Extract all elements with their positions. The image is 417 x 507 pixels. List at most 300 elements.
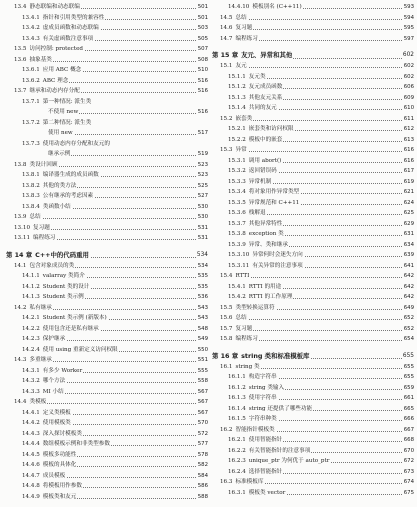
toc-page-number: 670 bbox=[403, 447, 414, 454]
toc-entry-number: 15.2.2 bbox=[228, 136, 246, 143]
toc-entry-title: 编程练习 bbox=[33, 235, 56, 241]
toc-page-number: 668 bbox=[403, 437, 414, 443]
toc-page-number: 619 bbox=[403, 178, 414, 185]
toc-entry-title: RTTI 的工作原理 bbox=[248, 294, 293, 300]
toc-page-number: 642 bbox=[403, 273, 414, 279]
toc-entry-number: 15.5 bbox=[220, 304, 233, 311]
toc-entry-title: 抽象基类 bbox=[29, 56, 52, 63]
toc-page-number: 531 bbox=[197, 224, 208, 231]
toc-subsection-entry[interactable] bbox=[6, 183, 210, 190]
toc-subsection-entry[interactable] bbox=[212, 137, 416, 144]
toc-page-number: 525 bbox=[197, 182, 208, 189]
toc-page-number: 655 bbox=[403, 363, 414, 370]
toc-entry-number: 14.4.10 bbox=[228, 4, 250, 10]
toc-subsection-entry[interactable] bbox=[212, 210, 416, 217]
toc-entry-title: 有关虚函数注意事项 bbox=[42, 35, 94, 42]
toc-subsection-entry[interactable] bbox=[212, 221, 416, 228]
toc-page-number: 610 bbox=[403, 105, 414, 111]
toc-entry-title: 异常机制 bbox=[248, 178, 272, 185]
toc-entry-number: 15.2 bbox=[220, 115, 233, 122]
toc-entry-title: 类设计回顾 bbox=[29, 161, 58, 168]
toc-page-number: 535 bbox=[197, 283, 208, 290]
toc-page-number: 516 bbox=[197, 77, 208, 84]
toc-entry-number: 14.3 bbox=[14, 357, 27, 363]
toc-entry-number: 14.3.2 bbox=[22, 378, 40, 384]
toc-entry-number: 13.4 bbox=[14, 4, 27, 10]
toc-page-number: 534 bbox=[197, 262, 208, 269]
toc-section-entry[interactable] bbox=[6, 4, 210, 11]
toc-page-number: 516 bbox=[197, 88, 208, 94]
toc-entry-number: 14.4.4 bbox=[22, 441, 40, 447]
toc-entry-number: 16.1.2 bbox=[228, 384, 246, 391]
toc-entry-number: 15.3 bbox=[220, 147, 233, 153]
toc-subsection-entry[interactable] bbox=[6, 389, 210, 396]
toc-subsection-entry[interactable] bbox=[6, 25, 210, 32]
toc-entry-title: 友元、异常和其他 bbox=[241, 51, 293, 59]
toc-entry-title: 异常 bbox=[235, 147, 247, 153]
toc-entry-title: 模板的具体化 bbox=[42, 462, 77, 468]
toc-page-number: 543 bbox=[197, 315, 208, 321]
toc-entry-number: 14.1.1 bbox=[22, 273, 40, 279]
toc-entry-title: ABC 理念 bbox=[42, 77, 69, 84]
toc-section-entry[interactable] bbox=[6, 214, 210, 221]
toc-page-number: 507 bbox=[197, 46, 208, 52]
toc-entry-title: Student 类示例 bbox=[42, 294, 84, 300]
toc-page-number: 674 bbox=[403, 479, 414, 485]
toc-subsection-entry[interactable] bbox=[212, 95, 416, 102]
toc-section-entry[interactable] bbox=[212, 364, 416, 371]
toc-page-number: 642 bbox=[403, 294, 414, 300]
toc-section-entry[interactable] bbox=[6, 88, 210, 95]
toc-page-number: 588 bbox=[197, 493, 208, 500]
toc-entry-number: 15.3.8 bbox=[228, 231, 246, 237]
toc-section-entry[interactable] bbox=[212, 15, 416, 22]
toc-subsection-entry[interactable] bbox=[212, 458, 416, 465]
toc-entry-number: 14.2.1 bbox=[22, 315, 40, 321]
toc-entry-title: 有关异常的注意事项 bbox=[252, 262, 303, 269]
toc-page-number: 602 bbox=[403, 73, 414, 80]
toc-subsection-entry[interactable] bbox=[6, 172, 210, 179]
toc-entry-number: 13.7.2 bbox=[22, 119, 40, 126]
toc-entry-number: 第 14 章 bbox=[6, 250, 33, 259]
toc-entry-number: 14.6 bbox=[220, 25, 233, 31]
toc-entry-number: 16.2.4 bbox=[228, 468, 246, 475]
toc-entry-title: 有关智能指针的注意事项 bbox=[248, 447, 311, 454]
toc-page-number: 577 bbox=[197, 441, 208, 447]
toc-page-number: 675 bbox=[403, 489, 414, 496]
toc-subsection-entry[interactable] bbox=[212, 189, 416, 196]
toc-subsection-entry[interactable] bbox=[6, 151, 210, 158]
toc-subsection-entry[interactable] bbox=[212, 374, 416, 381]
toc-page-number: 567 bbox=[197, 399, 208, 405]
toc-section-entry[interactable] bbox=[6, 357, 210, 364]
toc-page-number: 672 bbox=[403, 458, 414, 464]
toc-entry-number: 16.1.3 bbox=[228, 395, 246, 401]
toc-entry-title: 模板别名 (C++11) bbox=[252, 4, 302, 10]
toc-entry-number: 16.2.1 bbox=[228, 437, 246, 443]
toc-entry-number: 16.2.2 bbox=[228, 447, 246, 454]
toc-section-entry[interactable] bbox=[6, 263, 210, 270]
toc-page-number: 654 bbox=[403, 336, 414, 342]
toc-entry-title: RTTI 的用途 bbox=[248, 283, 282, 290]
toc-section-entry[interactable] bbox=[212, 116, 416, 123]
toc-entry-title: 共同的友元 bbox=[248, 105, 277, 111]
toc-entry-title: Student 类的设计 bbox=[42, 283, 90, 290]
toc-subsection-entry[interactable] bbox=[6, 130, 210, 137]
toc-page-number: 582 bbox=[197, 462, 208, 468]
toc-subsection-entry[interactable] bbox=[212, 242, 416, 249]
toc-page-number: 595 bbox=[403, 25, 414, 31]
toc-entry-number: 14.4.5 bbox=[22, 451, 40, 458]
toc-entry-number: 13.5 bbox=[14, 46, 27, 52]
toc-subsection-entry[interactable] bbox=[212, 179, 416, 186]
toc-entry-title: 多重继承 bbox=[29, 357, 52, 363]
toc-subsection-entry[interactable] bbox=[6, 120, 210, 127]
toc-section-entry[interactable] bbox=[6, 162, 210, 169]
toc-subsection-entry[interactable] bbox=[6, 315, 210, 322]
toc-section-entry[interactable] bbox=[212, 479, 416, 486]
toc-page-number: 572 bbox=[197, 430, 208, 437]
toc-section-entry[interactable] bbox=[6, 305, 210, 312]
toc-subsection-entry[interactable] bbox=[212, 448, 416, 455]
toc-section-entry[interactable] bbox=[212, 427, 416, 434]
toc-subsection-entry[interactable] bbox=[6, 78, 210, 85]
toc-entry-number: 14.7 bbox=[220, 35, 233, 42]
toc-page-number: 659 bbox=[403, 384, 414, 391]
toc-entry-title: 使用 new bbox=[48, 130, 73, 136]
toc-entry-number: 16.2 bbox=[220, 426, 233, 433]
toc-subsection-entry[interactable] bbox=[6, 273, 210, 280]
toc-subsection-entry[interactable] bbox=[6, 109, 210, 116]
toc-page-number: 616 bbox=[403, 157, 414, 164]
toc-entry-title: 定义类模板 bbox=[42, 409, 71, 416]
toc-entry-number: 14.5 bbox=[220, 14, 233, 21]
toc-entry-title: 第一种情况: 派生类 bbox=[42, 98, 92, 105]
toc-page-number: 586 bbox=[197, 483, 208, 489]
toc-page-number: 531 bbox=[197, 235, 208, 241]
toc-entry-title: 继承和动态内存分配 bbox=[29, 88, 80, 94]
toc-entry-number: 13.9 bbox=[14, 214, 27, 220]
toc-entry-title: 将对象用作异常类型 bbox=[248, 189, 300, 195]
toc-entry-number: 15.2.1 bbox=[228, 126, 246, 132]
toc-subsection-entry[interactable] bbox=[6, 141, 210, 148]
toc-entry-title: 编程练习 bbox=[235, 336, 258, 342]
toc-section-entry[interactable] bbox=[212, 315, 416, 322]
toc-entry-number: 15.3.5 bbox=[228, 199, 246, 206]
toc-entry-title: 返回错误码 bbox=[248, 168, 277, 174]
toc-page-number: 578 bbox=[197, 451, 208, 458]
toc-subsection-entry[interactable] bbox=[6, 420, 210, 427]
toc-subsection-entry[interactable] bbox=[212, 294, 416, 301]
toc-subsection-entry[interactable] bbox=[212, 406, 416, 413]
toc-subsection-entry[interactable] bbox=[6, 294, 210, 301]
toc-subsection-entry[interactable] bbox=[6, 99, 210, 106]
toc-section-entry[interactable] bbox=[212, 326, 416, 333]
toc-section-entry[interactable] bbox=[6, 225, 210, 232]
toc-page-number: 655 bbox=[403, 374, 414, 380]
toc-page-number: 624 bbox=[403, 199, 414, 206]
toc-entry-title: 私有继承 bbox=[29, 304, 52, 311]
toc-entry-number: 15.1.1 bbox=[228, 73, 246, 80]
toc-entry-number: 16.2.3 bbox=[228, 458, 246, 464]
toc-entry-number: 15.4.1 bbox=[228, 283, 246, 290]
toc-entry-number: 13.8.4 bbox=[22, 203, 40, 210]
toc-subsection-entry[interactable] bbox=[6, 368, 210, 375]
toc-section-entry[interactable] bbox=[212, 147, 416, 154]
toc-subsection-entry[interactable] bbox=[6, 347, 210, 354]
toc-entry-title: 成员模板 bbox=[42, 472, 66, 479]
toc-page-number: 503 bbox=[197, 25, 208, 31]
toc-entry-title: 将模板用作参数 bbox=[42, 483, 82, 489]
toc-entry-number: 13.6.2 bbox=[22, 77, 40, 84]
toc-entry-number: 15.3.7 bbox=[228, 220, 246, 227]
toc-page-number: 616 bbox=[403, 147, 414, 153]
toc-subsection-entry[interactable] bbox=[6, 431, 210, 438]
toc-subsection-entry[interactable] bbox=[6, 193, 210, 200]
toc-subsection-entry[interactable] bbox=[212, 263, 416, 270]
toc-entry-title: 编程练习 bbox=[235, 35, 258, 42]
toc-subsection-entry[interactable] bbox=[6, 494, 210, 501]
toc-page-number: 606 bbox=[403, 84, 414, 90]
toc-page-number: 597 bbox=[403, 35, 414, 42]
toc-entry-number: 14.1.2 bbox=[22, 283, 40, 290]
toc-entry-title: 总结 bbox=[235, 14, 247, 21]
toc-subsection-entry[interactable] bbox=[212, 158, 416, 165]
toc-section-entry[interactable] bbox=[212, 305, 416, 312]
toc-entry-number: 16.3 bbox=[220, 479, 233, 485]
toc-subsection-entry[interactable] bbox=[6, 452, 210, 459]
toc-entry-title: 应用 ABC 概念 bbox=[42, 67, 82, 73]
toc-subsection-entry[interactable] bbox=[6, 284, 210, 291]
toc-subsection-entry[interactable] bbox=[6, 410, 210, 417]
toc-entry-number: 15.3.11 bbox=[228, 262, 250, 269]
toc-entry-title: 栈解退 bbox=[248, 210, 266, 216]
toc-chapter-entry[interactable] bbox=[6, 249, 210, 262]
toc-page-number: 642 bbox=[403, 283, 414, 290]
toc-page-number: 555 bbox=[197, 367, 208, 374]
toc-entry-title: 模板类 vector bbox=[248, 489, 286, 496]
toc-subsection-entry[interactable] bbox=[212, 105, 416, 112]
toc-subsection-entry[interactable] bbox=[212, 395, 416, 402]
toc-entry-title: exception 类 bbox=[248, 231, 284, 237]
toc-page-number: 673 bbox=[403, 468, 414, 475]
toc-page-number: 594 bbox=[403, 14, 414, 21]
toc-section-entry[interactable] bbox=[6, 57, 210, 64]
toc-entry-number: 14.2.2 bbox=[22, 325, 40, 332]
toc-subsection-entry[interactable] bbox=[6, 462, 210, 469]
toc-subsection-entry[interactable] bbox=[212, 200, 416, 207]
toc-entry-title: 有多少 Worker bbox=[42, 367, 83, 374]
toc-entry-title: 复习题 bbox=[33, 224, 50, 231]
toc-page-number: 517 bbox=[197, 130, 208, 136]
toc-entry-title: 虚成员函数和动态联编 bbox=[42, 25, 99, 31]
toc-subsection-entry[interactable] bbox=[6, 473, 210, 480]
toc-page-number: 641 bbox=[403, 262, 414, 269]
toc-entry-title: 复习题 bbox=[235, 325, 253, 332]
toc-section-entry[interactable] bbox=[6, 235, 210, 242]
toc-page-number: 661 bbox=[403, 395, 414, 401]
toc-entry-number: 15.4 bbox=[220, 273, 233, 279]
toc-entry-title: 使用包含还是私有继承 bbox=[42, 325, 99, 332]
toc-page-number: 550 bbox=[197, 346, 208, 353]
toc-subsection-entry[interactable] bbox=[6, 15, 210, 22]
toc-page-number: 593 bbox=[403, 4, 414, 10]
toc-entry-number: 15.8 bbox=[220, 336, 233, 342]
toc-section-entry[interactable] bbox=[6, 399, 210, 406]
toc-section-entry[interactable] bbox=[212, 25, 416, 32]
toc-subsection-entry[interactable] bbox=[212, 437, 416, 444]
toc-chapter-entry[interactable] bbox=[212, 49, 416, 62]
toc-subsection-entry[interactable] bbox=[212, 284, 416, 291]
toc-subsection-entry[interactable] bbox=[212, 126, 416, 133]
toc-entry-title: 总结 bbox=[235, 315, 247, 321]
toc-page-number: 530 bbox=[197, 214, 208, 220]
toc-subsection-entry[interactable] bbox=[212, 84, 416, 91]
toc-entry-title: 公有继承的考虑因素 bbox=[42, 193, 94, 199]
toc-page-number: 523 bbox=[197, 161, 208, 168]
toc-page-number: 523 bbox=[197, 172, 208, 178]
toc-subsection-entry[interactable] bbox=[6, 326, 210, 333]
toc-subsection-entry[interactable] bbox=[212, 385, 416, 392]
toc-entry-number: 13.6 bbox=[14, 56, 27, 63]
toc-section-entry[interactable] bbox=[212, 36, 416, 43]
toc-section-entry[interactable] bbox=[212, 273, 416, 280]
toc-subsection-entry[interactable] bbox=[212, 4, 416, 11]
toc-subsection-entry[interactable] bbox=[212, 416, 416, 423]
toc-entry-number: 14.1 bbox=[14, 262, 27, 269]
toc-subsection-entry[interactable] bbox=[212, 231, 416, 238]
toc-entry-title: 使用动态内存分配和友元的 bbox=[42, 140, 110, 147]
toc-page-number: 567 bbox=[197, 388, 208, 395]
toc-page-number: 535 bbox=[197, 273, 208, 279]
toc-subsection-entry[interactable] bbox=[6, 441, 210, 448]
toc-page-number: 631 bbox=[403, 231, 414, 237]
toc-entry-number: 16.1 bbox=[220, 363, 233, 370]
toc-entry-title: 第二种情况: 派生类 bbox=[42, 119, 92, 126]
toc-page-number: 549 bbox=[197, 336, 208, 342]
toc-subsection-entry[interactable] bbox=[212, 490, 416, 497]
toc-entry-number: 15.3.4 bbox=[228, 189, 246, 195]
toc-entry-number: 16.1.4 bbox=[228, 405, 246, 412]
toc-entry-title: C++中的代码重用 bbox=[35, 250, 89, 259]
toc-entry-title: 其他异常特性 bbox=[248, 220, 283, 227]
toc-page-number: 602 bbox=[403, 63, 414, 69]
toc-page-number: 530 bbox=[197, 203, 208, 210]
toc-entry-title: 嵌套类 bbox=[235, 115, 253, 122]
toc-chapter-entry[interactable] bbox=[212, 350, 416, 363]
toc-entry-number: 第 16 章 bbox=[212, 351, 239, 360]
toc-entry-number: 14.4.9 bbox=[22, 493, 40, 500]
toc-page-number: 667 bbox=[403, 426, 414, 433]
toc-subsection-entry[interactable] bbox=[6, 483, 210, 490]
toc-section-entry[interactable] bbox=[6, 46, 210, 53]
toc-section-entry[interactable] bbox=[212, 336, 416, 343]
toc-entry-title: valarray 类简介 bbox=[42, 273, 85, 279]
toc-entry-title: 其他的类方法 bbox=[42, 182, 77, 189]
toc-entry-title: 标准模板库 bbox=[235, 479, 264, 485]
toc-page-number: 548 bbox=[197, 325, 208, 332]
toc-subsection-entry[interactable] bbox=[6, 378, 210, 385]
toc-entry-title: 编译器生成的成员函数 bbox=[42, 172, 99, 178]
toc-entry-title: 嵌套类和访问权限 bbox=[248, 126, 294, 132]
toc-entry-number: 14.2.4 bbox=[22, 346, 40, 353]
toc-entry-title: MI 小结 bbox=[42, 388, 64, 395]
toc-subsection-entry[interactable] bbox=[6, 36, 210, 43]
toc-page-number: 516 bbox=[197, 109, 208, 115]
toc-entry-title: 异常、类和继承 bbox=[248, 241, 288, 248]
toc-subsection-entry[interactable] bbox=[212, 74, 416, 81]
toc-entry-number: 13.4.2 bbox=[22, 25, 40, 31]
toc-page-number: 612 bbox=[403, 126, 414, 132]
toc-subsection-entry[interactable] bbox=[212, 469, 416, 476]
toc-entry-number: 15.1.3 bbox=[228, 94, 246, 101]
toc-entry-title: 其他友元关系 bbox=[248, 94, 283, 101]
toc-subsection-entry[interactable] bbox=[6, 67, 210, 74]
toc-entry-title: 友元 bbox=[235, 63, 247, 69]
toc-page-number: 611 bbox=[403, 115, 414, 122]
toc-page-number: 543 bbox=[197, 304, 208, 311]
toc-entry-title: 构造字符串 bbox=[248, 374, 277, 380]
toc-page-number: 625 bbox=[403, 210, 414, 216]
toc-page-number: 609 bbox=[403, 94, 414, 101]
toc-entry-title: unique_ptr 为何优于 auto_ptr bbox=[248, 458, 330, 464]
toc-entry-title: 使用智能指针 bbox=[248, 437, 283, 443]
toc-subsection-entry[interactable] bbox=[6, 336, 210, 343]
toc-entry-number: 14.4.7 bbox=[22, 472, 40, 479]
toc-entry-title: 继承示例 bbox=[48, 151, 71, 157]
toc-entry-number: 14.3.3 bbox=[22, 388, 40, 395]
toc-page-number: 655 bbox=[402, 350, 414, 363]
toc-entry-title: 智能指针模板类 bbox=[235, 426, 275, 433]
toc-entry-number: 16.1.5 bbox=[228, 416, 246, 422]
toc-entry-title: 使用字符串 bbox=[248, 395, 277, 401]
toc-entry-number: 14.4.8 bbox=[22, 483, 40, 489]
toc-entry-title: 异常规范和 C++11 bbox=[248, 199, 300, 206]
toc-page-number: 570 bbox=[197, 420, 208, 426]
toc-subsection-entry[interactable] bbox=[212, 168, 416, 175]
toc-page-number: 510 bbox=[197, 67, 208, 73]
toc-entry-title: 友元成员函数 bbox=[248, 84, 283, 90]
toc-entry-number: 13.7 bbox=[14, 88, 27, 94]
toc-subsection-entry[interactable] bbox=[6, 204, 210, 211]
toc-entry-title: string 类和标准模板库 bbox=[241, 351, 310, 360]
toc-entry-number: 13.6.1 bbox=[22, 67, 40, 73]
toc-entry-number: 14.2 bbox=[14, 304, 27, 311]
toc-entry-title: 类函数小结 bbox=[42, 203, 71, 210]
toc-entry-number: 13.8.3 bbox=[22, 193, 40, 199]
toc-page-number: 652 bbox=[403, 325, 414, 332]
toc-entry-number: 13.11 bbox=[14, 235, 31, 241]
toc-subsection-entry[interactable] bbox=[212, 252, 416, 259]
toc-entry-number: 13.8.2 bbox=[22, 182, 40, 189]
toc-page-number: 629 bbox=[403, 220, 414, 227]
toc-section-entry[interactable] bbox=[212, 63, 416, 70]
toc-page-number: 665 bbox=[403, 405, 414, 412]
toc-entry-title: 总结 bbox=[29, 214, 41, 220]
toc-entry-number: 第 15 章 bbox=[212, 51, 239, 59]
toc-entry-title: 模板类和友元 bbox=[42, 493, 77, 500]
toc-entry-number: 13.10 bbox=[14, 224, 31, 231]
toc-page-number: 639 bbox=[403, 252, 414, 258]
toc-entry-title: 使用模板类 bbox=[42, 420, 71, 426]
toc-page-number: 527 bbox=[197, 193, 208, 199]
toc-entry-title: 访问控制: protected bbox=[29, 46, 83, 52]
toc-page-number: 534 bbox=[196, 249, 208, 262]
toc-entry-number: 15.1.2 bbox=[228, 84, 246, 90]
toc-page-number: 602 bbox=[402, 49, 414, 62]
toc-entry-title: 选择智能指针 bbox=[248, 468, 283, 475]
toc-entry-number: 15.1 bbox=[220, 63, 233, 69]
